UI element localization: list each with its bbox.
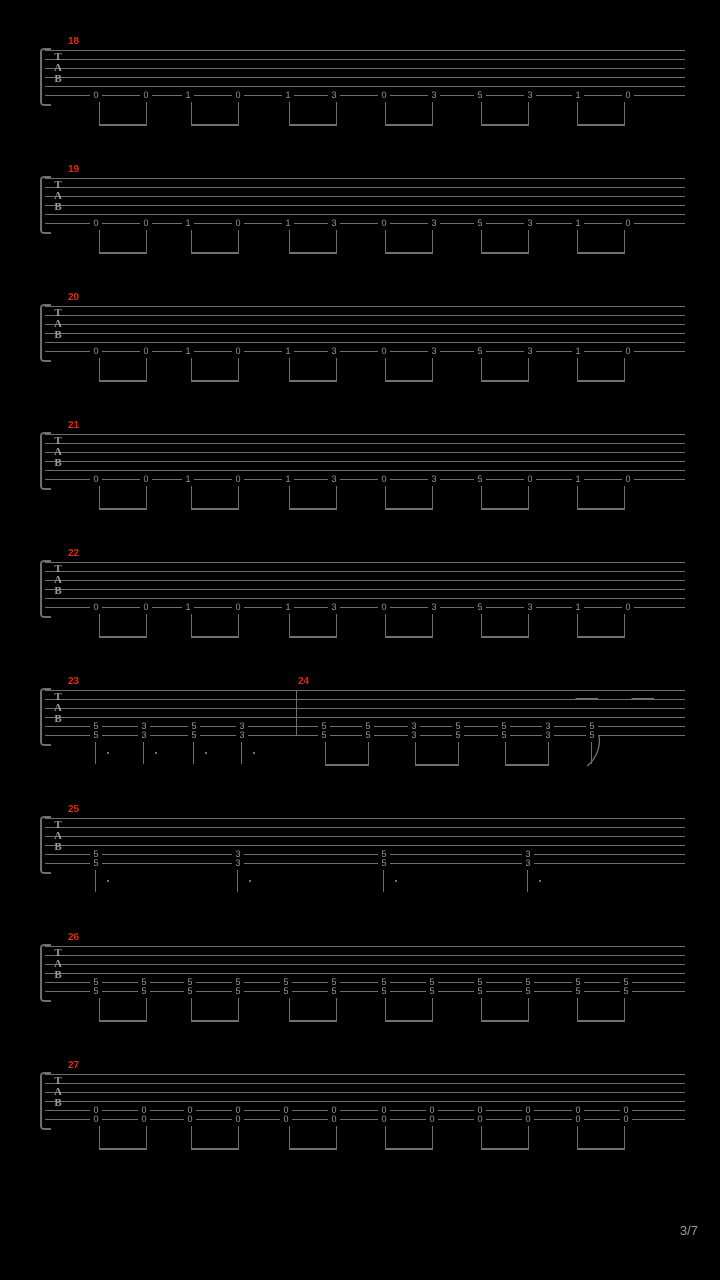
fret-number: 0 (620, 1106, 632, 1115)
fret-number: 1 (282, 475, 294, 484)
measure-number: 20 (68, 292, 80, 303)
fret-number: 3 (328, 347, 340, 356)
tab-clef-letter: B (54, 201, 62, 213)
fret-number: 5 (586, 731, 598, 740)
fret-number: 1 (572, 475, 584, 484)
staff-line (45, 973, 685, 974)
fret-number: 3 (138, 731, 150, 740)
fret-number: 3 (428, 603, 440, 612)
barline (296, 690, 297, 736)
tab-clef-letter: B (54, 1097, 62, 1109)
staff-line (45, 827, 685, 828)
fret-number: 5 (426, 987, 438, 996)
staff-line (45, 845, 685, 846)
fret-number: 3 (542, 731, 554, 740)
fret-number: 0 (140, 475, 152, 484)
fret-number: 5 (474, 91, 486, 100)
fret-number: 0 (524, 475, 536, 484)
fret-number: 0 (474, 1115, 486, 1124)
beam-group (385, 230, 433, 254)
fret-number: 0 (140, 603, 152, 612)
fret-number: 3 (328, 603, 340, 612)
fret-number: 0 (378, 91, 390, 100)
fret-number: 0 (426, 1106, 438, 1115)
measure-number: 24 (298, 676, 310, 687)
beam-group (99, 486, 147, 510)
staff-line (45, 59, 685, 60)
staff-line (45, 1083, 685, 1084)
beam-group (99, 102, 147, 126)
fret-number: 0 (572, 1106, 584, 1115)
fret-number: 3 (236, 731, 248, 740)
fret-number: 3 (428, 91, 440, 100)
fret-number: 5 (328, 987, 340, 996)
fret-number: 0 (232, 347, 244, 356)
fret-number: 1 (182, 475, 194, 484)
fret-number: 0 (620, 1115, 632, 1124)
fret-number: 0 (184, 1106, 196, 1115)
beam-group (385, 358, 433, 382)
fret-number: 0 (280, 1115, 292, 1124)
fret-number: 0 (328, 1115, 340, 1124)
fret-number: 5 (452, 722, 464, 731)
beam-group (191, 230, 239, 254)
staff-line (45, 205, 685, 206)
fret-number: 1 (282, 347, 294, 356)
fret-number: 3 (408, 731, 420, 740)
fret-number: 3 (542, 722, 554, 731)
fret-number: 0 (522, 1106, 534, 1115)
beam-group (505, 742, 549, 766)
tab-clef (51, 692, 65, 725)
fret-number: 3 (524, 603, 536, 612)
tab-clef (51, 308, 65, 341)
fret-number: 0 (140, 91, 152, 100)
beam-group (385, 486, 433, 510)
fret-number: 0 (232, 91, 244, 100)
fret-number: 0 (138, 1106, 150, 1115)
fret-number: 5 (620, 987, 632, 996)
measure-number: 19 (68, 164, 80, 175)
note-stem (241, 742, 242, 764)
fret-number: 3 (522, 859, 534, 868)
fret-number: 5 (474, 475, 486, 484)
tab-clef (51, 820, 65, 853)
fret-number: 3 (328, 475, 340, 484)
fret-number: 0 (622, 475, 634, 484)
duration-dot (539, 880, 541, 882)
fret-number: 5 (522, 978, 534, 987)
duration-dot (253, 752, 255, 754)
fret-number: 5 (474, 978, 486, 987)
fret-number: 5 (498, 731, 510, 740)
fret-number: 1 (572, 219, 584, 228)
rest-symbol: ⸺ (631, 691, 655, 706)
note-stem (95, 870, 96, 892)
beam-group (481, 102, 529, 126)
fret-number: 1 (182, 347, 194, 356)
fret-number: 0 (90, 91, 102, 100)
tab-clef-letter: T (54, 563, 62, 575)
fret-number: 1 (182, 91, 194, 100)
staff-line (45, 306, 685, 307)
beam-group (191, 1126, 239, 1150)
tab-clef-letter: B (54, 585, 62, 597)
fret-number: 5 (232, 987, 244, 996)
beam-group (415, 742, 459, 766)
fret-number: 5 (280, 978, 292, 987)
page-number: 3/7 (679, 1223, 698, 1238)
fret-number: 3 (232, 850, 244, 859)
staff-line (45, 1074, 685, 1075)
fret-number: 5 (362, 722, 374, 731)
fret-number: 0 (138, 1115, 150, 1124)
fret-number: 0 (622, 91, 634, 100)
rest-symbol: ⸺ (575, 691, 599, 706)
tab-clef-letter: A (54, 190, 62, 202)
fret-number: 1 (182, 603, 194, 612)
fret-number: 0 (378, 603, 390, 612)
staff-line (45, 1101, 685, 1102)
fret-number: 5 (498, 722, 510, 731)
duration-dot (395, 880, 397, 882)
beam-group (99, 998, 147, 1022)
duration-dot (155, 752, 157, 754)
fret-number: 0 (378, 1106, 390, 1115)
fret-number: 5 (522, 987, 534, 996)
staff-line (45, 461, 685, 462)
tab-clef (51, 564, 65, 597)
fret-number: 3 (524, 347, 536, 356)
fret-number: 0 (280, 1106, 292, 1115)
fret-number: 0 (474, 1106, 486, 1115)
beam-group (481, 614, 529, 638)
tab-clef-letter: T (54, 691, 62, 703)
fret-number: 0 (90, 1115, 102, 1124)
staff-line (45, 708, 685, 709)
tab-clef-letter: A (54, 62, 62, 74)
fret-number: 5 (474, 219, 486, 228)
beam-group (577, 102, 625, 126)
beam-group (289, 358, 337, 382)
measure-number: 18 (68, 36, 80, 47)
staff-line (45, 86, 685, 87)
staff-line (45, 50, 685, 51)
tab-clef-letter: A (54, 446, 62, 458)
beam-group (577, 358, 625, 382)
beam-group (99, 230, 147, 254)
fret-number: 5 (90, 722, 102, 731)
fret-number: 0 (378, 347, 390, 356)
staff-line (45, 836, 685, 837)
beam-group (99, 358, 147, 382)
tab-clef-letter: T (54, 179, 62, 191)
beam-group (481, 358, 529, 382)
fret-number: 1 (282, 603, 294, 612)
fret-number: 5 (378, 859, 390, 868)
tab-clef-letter: T (54, 51, 62, 63)
tab-clef (51, 52, 65, 85)
staff-line (45, 77, 685, 78)
beam-group (385, 614, 433, 638)
duration-dot (107, 752, 109, 754)
duration-dot (107, 880, 109, 882)
measure-number: 22 (68, 548, 80, 559)
fret-number: 3 (232, 859, 244, 868)
fret-number: 1 (572, 347, 584, 356)
staff-line (45, 589, 685, 590)
fret-number: 5 (572, 978, 584, 987)
fret-number: 0 (90, 1106, 102, 1115)
fret-number: 5 (232, 978, 244, 987)
staff-line (45, 178, 685, 179)
tab-clef-letter: B (54, 713, 62, 725)
fret-number: 3 (138, 722, 150, 731)
tab-clef (51, 1076, 65, 1109)
staff-line (45, 452, 685, 453)
fret-number: 3 (522, 850, 534, 859)
fret-number: 3 (524, 219, 536, 228)
measure-number: 23 (68, 676, 80, 687)
fret-number: 0 (232, 1106, 244, 1115)
staff-line (45, 214, 685, 215)
beam-group (577, 486, 625, 510)
beam-group (191, 614, 239, 638)
fret-number: 5 (362, 731, 374, 740)
beam-group (99, 1126, 147, 1150)
staff-line (45, 324, 685, 325)
staff-line (45, 443, 685, 444)
fret-number: 3 (236, 722, 248, 731)
fret-number: 5 (184, 987, 196, 996)
fret-number: 5 (318, 722, 330, 731)
fret-number: 3 (428, 347, 440, 356)
fret-number: 0 (232, 1115, 244, 1124)
fret-number: 0 (378, 475, 390, 484)
fret-number: 0 (522, 1115, 534, 1124)
fret-number: 5 (188, 731, 200, 740)
fret-number: 0 (232, 219, 244, 228)
note-stem (143, 742, 144, 764)
fret-number: 3 (328, 91, 340, 100)
tab-clef-letter: T (54, 435, 62, 447)
fret-number: 3 (428, 475, 440, 484)
fret-number: 5 (378, 987, 390, 996)
tab-clef (51, 436, 65, 469)
beam-group (577, 230, 625, 254)
fret-number: 3 (328, 219, 340, 228)
beam-group (577, 614, 625, 638)
beam-group (385, 998, 433, 1022)
staff-line (45, 562, 685, 563)
staff-line (45, 333, 685, 334)
fret-number: 0 (426, 1115, 438, 1124)
slur-curve (585, 734, 607, 768)
beam-group (289, 1126, 337, 1150)
staff-line (45, 470, 685, 471)
fret-number: 5 (378, 978, 390, 987)
fret-number: 0 (622, 603, 634, 612)
fret-number: 0 (232, 475, 244, 484)
fret-number: 5 (474, 987, 486, 996)
staff-line (45, 315, 685, 316)
tab-clef-letter: A (54, 830, 62, 842)
fret-number: 0 (90, 603, 102, 612)
measure-number: 21 (68, 420, 80, 431)
staff-line (45, 863, 685, 864)
measure-number: 27 (68, 1060, 80, 1071)
fret-number: 0 (140, 219, 152, 228)
staff-line (45, 717, 685, 718)
fret-number: 0 (328, 1106, 340, 1115)
beam-group (325, 742, 369, 766)
fret-number: 3 (408, 722, 420, 731)
beam-group (289, 102, 337, 126)
fret-number: 5 (452, 731, 464, 740)
fret-number: 5 (90, 987, 102, 996)
measure-number: 25 (68, 804, 80, 815)
fret-number: 5 (280, 987, 292, 996)
fret-number: 5 (318, 731, 330, 740)
staff-line (45, 946, 685, 947)
beam-group (385, 1126, 433, 1150)
tab-clef-letter: A (54, 318, 62, 330)
tab-clef (51, 180, 65, 213)
beam-group (289, 998, 337, 1022)
fret-number: 5 (90, 850, 102, 859)
fret-number: 5 (620, 978, 632, 987)
fret-number: 0 (622, 219, 634, 228)
fret-number: 1 (572, 91, 584, 100)
fret-number: 0 (90, 219, 102, 228)
fret-number: 0 (572, 1115, 584, 1124)
tab-clef-letter: B (54, 73, 62, 85)
beam-group (385, 102, 433, 126)
fret-number: 5 (90, 731, 102, 740)
staff-line (45, 571, 685, 572)
beam-group (577, 1126, 625, 1150)
tab-clef-letter: B (54, 841, 62, 853)
fret-number: 0 (232, 603, 244, 612)
note-stem (527, 870, 528, 892)
fret-number: 1 (572, 603, 584, 612)
fret-number: 0 (90, 475, 102, 484)
beam-group (191, 358, 239, 382)
fret-number: 1 (282, 219, 294, 228)
note-stem (383, 870, 384, 892)
tab-clef-letter: B (54, 969, 62, 981)
tab-staff (45, 818, 685, 868)
beam-group (289, 486, 337, 510)
measure-number: 26 (68, 932, 80, 943)
tab-clef-letter: A (54, 958, 62, 970)
beam-group (481, 230, 529, 254)
fret-number: 0 (184, 1115, 196, 1124)
fret-number: 0 (622, 347, 634, 356)
fret-number: 3 (428, 219, 440, 228)
fret-number: 5 (474, 603, 486, 612)
fret-number: 3 (524, 91, 536, 100)
tab-clef (51, 948, 65, 981)
staff-line (45, 196, 685, 197)
fret-number: 5 (188, 722, 200, 731)
staff-line (45, 1092, 685, 1093)
fret-number: 5 (184, 978, 196, 987)
fret-number: 5 (138, 987, 150, 996)
fret-number: 0 (140, 347, 152, 356)
fret-number: 0 (90, 347, 102, 356)
beam-group (191, 998, 239, 1022)
fret-number: 5 (138, 978, 150, 987)
tab-clef-letter: T (54, 1075, 62, 1087)
beam-group (481, 1126, 529, 1150)
staff-line (45, 955, 685, 956)
tab-clef-letter: B (54, 457, 62, 469)
tab-clef-letter: T (54, 947, 62, 959)
staff-line (45, 434, 685, 435)
tab-clef-letter: T (54, 307, 62, 319)
beam-group (191, 486, 239, 510)
staff-line (45, 342, 685, 343)
beam-group (481, 998, 529, 1022)
fret-number: 5 (378, 850, 390, 859)
fret-number: 0 (378, 219, 390, 228)
fret-number: 5 (90, 859, 102, 868)
fret-number: 5 (328, 978, 340, 987)
staff-line (45, 68, 685, 69)
fret-number: 5 (426, 978, 438, 987)
note-stem (193, 742, 194, 764)
fret-number: 5 (572, 987, 584, 996)
tab-clef-letter: A (54, 574, 62, 586)
fret-number: 1 (182, 219, 194, 228)
fret-number: 5 (90, 978, 102, 987)
beam-group (99, 614, 147, 638)
staff-line (45, 818, 685, 819)
fret-number: 0 (378, 1115, 390, 1124)
staff-line (45, 964, 685, 965)
fret-number: 1 (282, 91, 294, 100)
duration-dot (249, 880, 251, 882)
tab-clef-letter: B (54, 329, 62, 341)
staff-line (45, 598, 685, 599)
note-stem (237, 870, 238, 892)
tab-clef-letter: A (54, 1086, 62, 1098)
tab-clef-letter: T (54, 819, 62, 831)
beam-group (289, 614, 337, 638)
staff-line (45, 187, 685, 188)
beam-group (481, 486, 529, 510)
beam-group (191, 102, 239, 126)
fret-number: 5 (474, 347, 486, 356)
fret-number: 5 (586, 722, 598, 731)
beam-group (289, 230, 337, 254)
tab-clef-letter: A (54, 702, 62, 714)
staff-line (45, 854, 685, 855)
duration-dot (205, 752, 207, 754)
note-stem (95, 742, 96, 764)
beam-group (577, 998, 625, 1022)
staff-line (45, 580, 685, 581)
